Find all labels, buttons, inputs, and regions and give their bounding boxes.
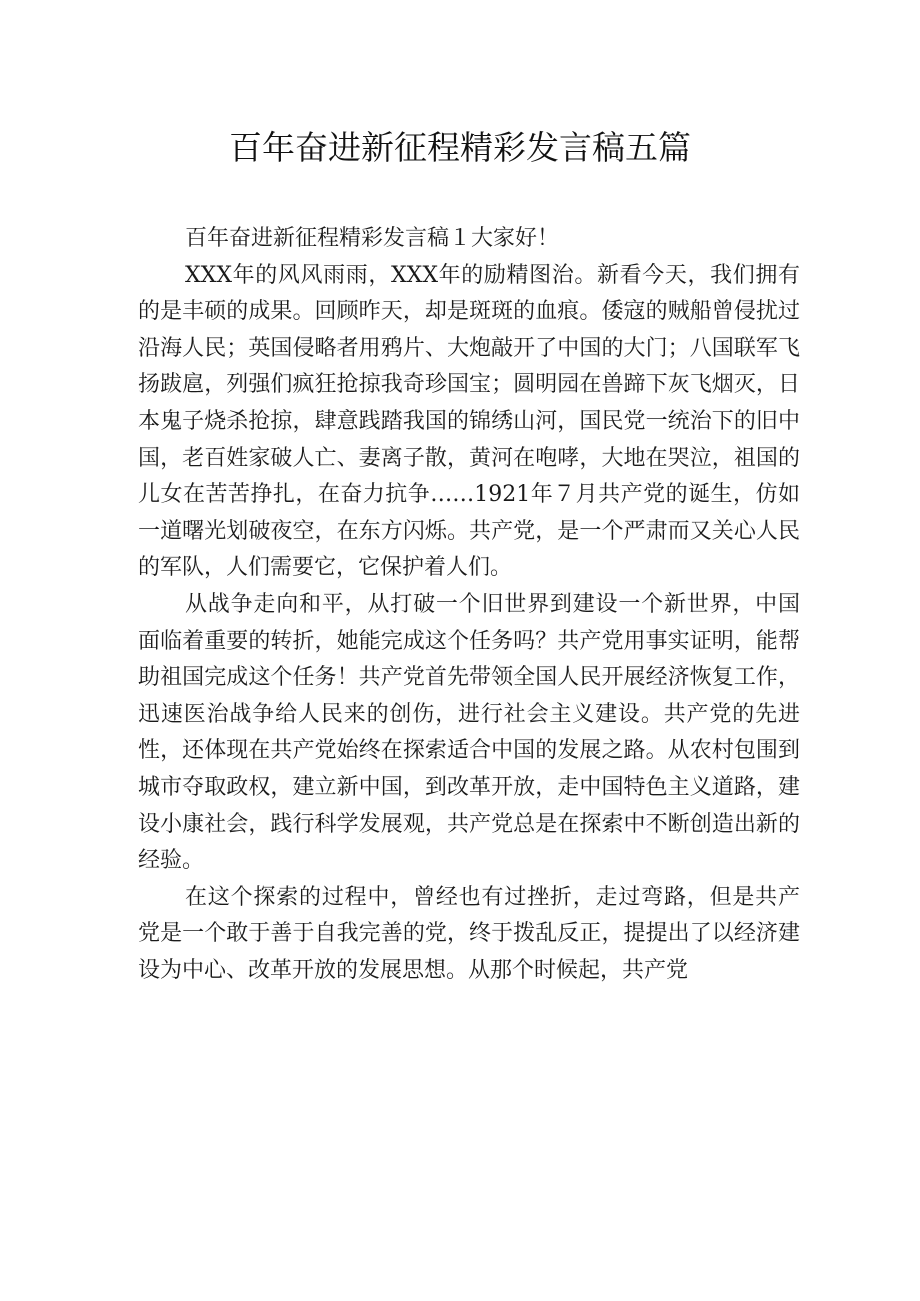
paragraph-history: XXX年的风风雨雨，XXX年的励精图治。新看今天，我们拥有的是丰硕的成果。回顾昨天，却是斑斑的血痕。倭寇的贼船曾侵扰过沿海人民；英国侵略者用鸦片、大炮敲开了中国的大门；八国联军飞扬跋扈，列强们疯狂抢掠我奇珍国宝；圆明园在兽蹄下灰飞烟灭，日本鬼子烧杀抢掠，肆意践踏我国的锦绣山河，国民党一统治下的旧中国，老百姓家破人亡、妻离子散，黄河在咆哮，大地在哭泣，祖国的儿女在苦苦挣扎，在奋力抗争……1921年７月共产党的诞生，仿如一道曙光划破夜空，在东方闪烁。共产党，是一个严肃而又关心人民的军队，人们需要它，它保护着人们。: [138, 262, 800, 581]
document-body: [138, 221, 800, 989]
paragraph-exploration: 在这个探索的过程中，曾经也有过挫折，走过弯路，但是共产党是一个敢于善于自我完善的党，终于拨乱反正，提提出了以经济建设为中心、改革开放的发展思想。从那个时候起，共产党: [138, 884, 800, 983]
paragraph-intro: 百年奋进新征程精彩发言稿１大家好！: [185, 226, 560, 251]
document-title: 百年奋进新征程精彩发言稿五篇: [229, 128, 691, 167]
paragraph-transition: 从战争走向和平，从打破一个旧世界到建设一个新世界，中国面临着重要的转折，她能完成这个任务吗？共产党用事实证明，能帮助祖国完成这个任务！共产党首先带领全国人民开展经济恢复工作，迅速医治战争给人民来的创伤，进行社会主义建设。共产党的先进性，还体现在共产党始终在探索适合中国的发展之路。从农村包围到城市夺取政权，建立新中国，到改革开放，走中国特色主义道路，建设小康社会，践行科学发展观，共产党总是在探索中不断创造出新的经验。: [138, 591, 800, 874]
